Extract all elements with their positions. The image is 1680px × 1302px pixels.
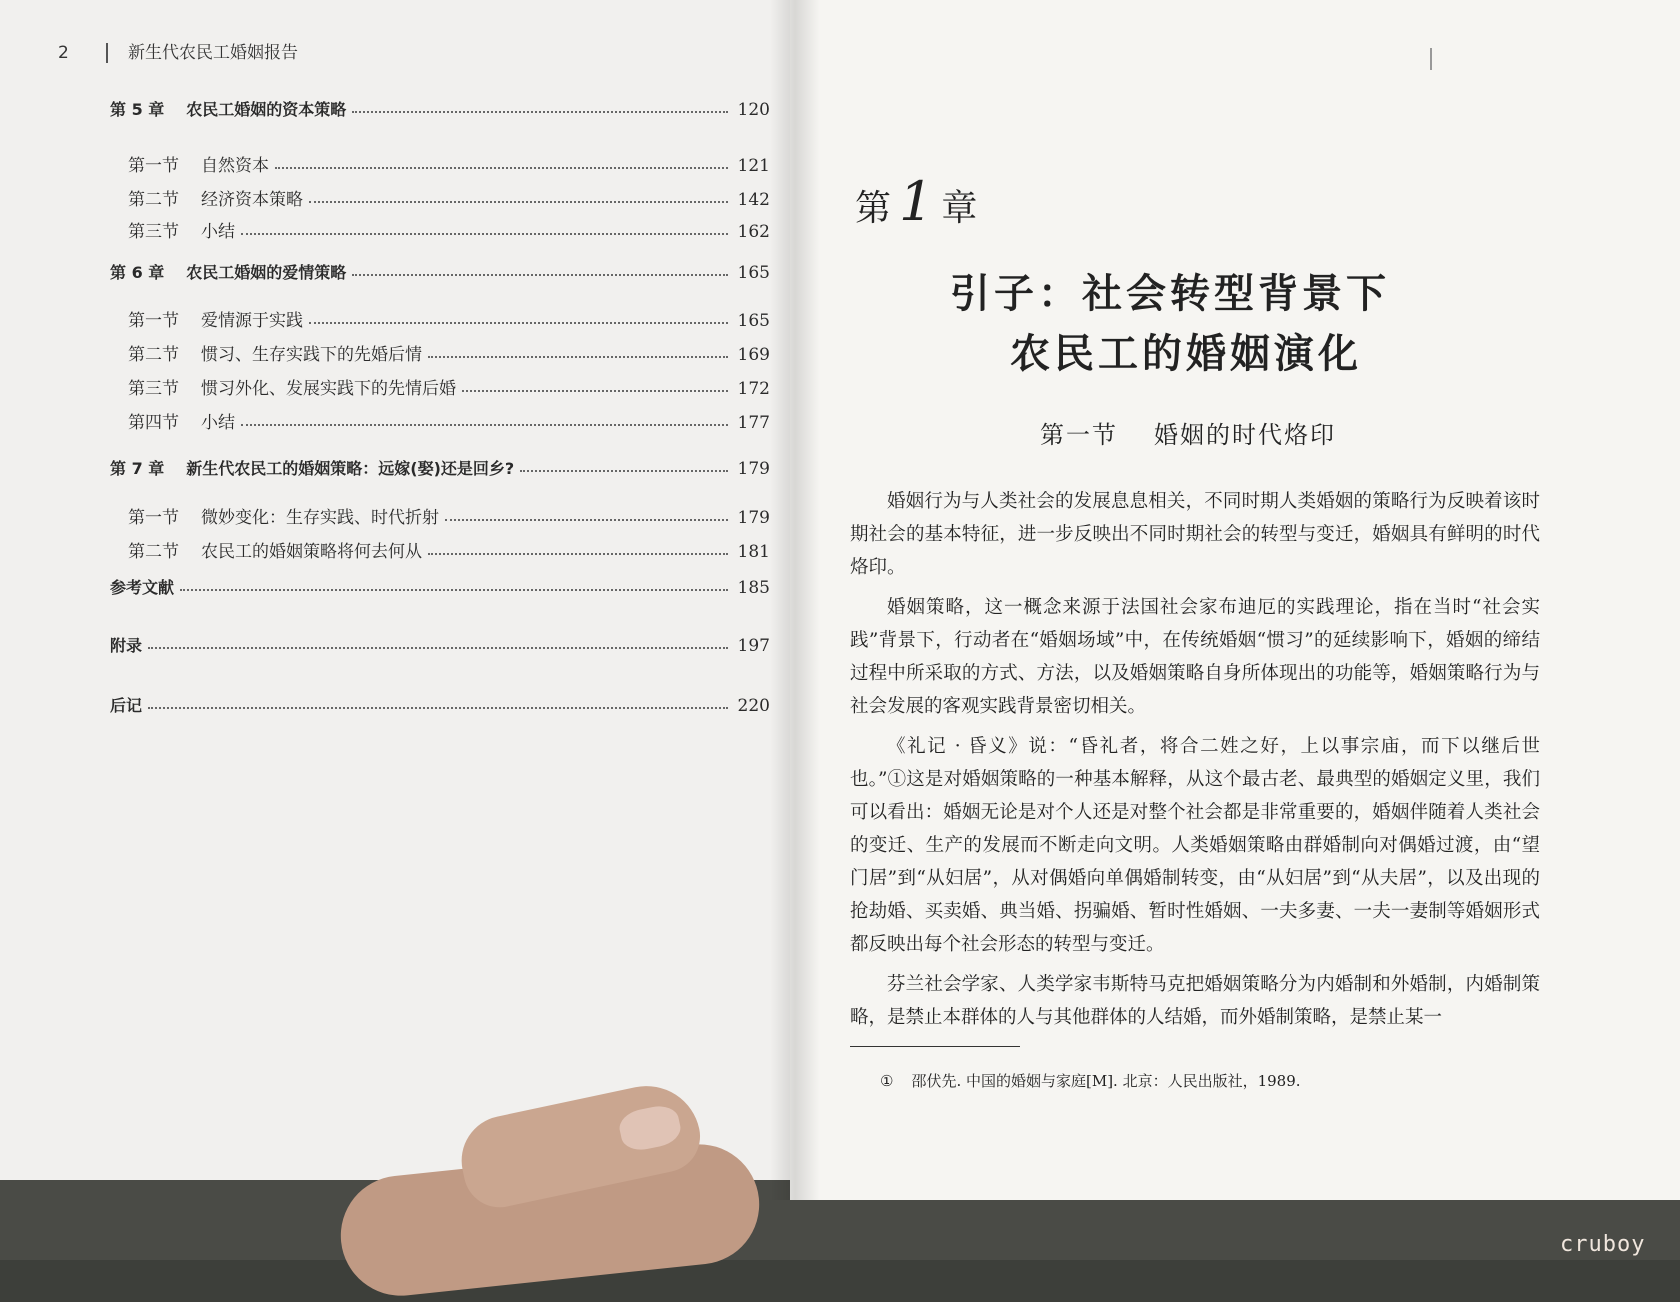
- toc-section-row: [110, 405, 770, 433]
- toc-leader-dots: [241, 424, 728, 426]
- toc-entry-title: 农民工的婚姻策略将何去何从: [201, 542, 422, 562]
- toc-entry-label: [110, 537, 428, 562]
- toc-section-row: [110, 148, 770, 176]
- chapter-title-line1: 引子：社会转型背景下: [950, 270, 1390, 317]
- toc-section-row: [110, 303, 770, 331]
- toc-entry-title: 惯习外化、发展实践下的先情后婚: [201, 379, 456, 399]
- toc-entry-title: 小结: [201, 413, 235, 433]
- paragraph: 芬兰社会学家、人类学家韦斯特马克把婚姻策略分为内婚制和外婚制，内婚制策略，是禁止本群体的人与其他群体的人结婚，而外婚制策略，是禁止某一: [850, 974, 1540, 1028]
- toc-entry-label: [110, 374, 462, 399]
- toc-leader-dots: [520, 470, 727, 472]
- toc-entry-title: 自然资本: [201, 156, 269, 176]
- toc-entry-label: [110, 185, 309, 210]
- header-divider-right: [1430, 48, 1432, 70]
- toc-entry-number: 第三节: [128, 222, 179, 242]
- toc-leader-dots: [148, 647, 728, 649]
- toc-page-number: 169: [737, 345, 770, 365]
- paragraph: 《礼记 · 昏义》说：“昏礼者，将合二姓之好，上以事宗庙，而下以继后世也。”①这是对婚姻策略的一种基本解释，从这个最古老、最典型的婚姻定义里，我们可以看出：婚姻无论是对个人还是对整个社会都是非常重要的，婚姻伴随着人类社会的变迁、生产的发展而不断走向文明。人类婚姻策略由群婚制向对偶婚过渡，由“望门居”到“从妇居”，从对偶婚向单偶婚制转变，由“从妇居”到“从夫居”，以及出现的抢劫婚、买卖婚、典当婚、拐骗婚、暂时性婚姻、一夫多妻、一夫一妻制等婚姻形式都反映出每个社会形态的转型与变迁。: [850, 736, 1540, 955]
- toc-leader-dots: [462, 390, 728, 392]
- toc-page-number: 162: [737, 222, 770, 242]
- toc-page-number: 185: [737, 578, 770, 598]
- toc-entry-number: 第二节: [128, 345, 179, 365]
- toc-chapter-row: [110, 688, 770, 716]
- paragraph: 婚姻策略，这一概念来源于法国社会家布迪厄的实践理论，指在当时“社会实践”背景下，行动者在“婚姻场域”中，在传统婚姻“惯习”的延续影响下，婚姻的缔结过程中所采取的方式、方法，以及婚姻策略自身所体现出的功能等，婚姻策略行为与社会发展的客观实践背景密切相关。: [850, 597, 1540, 717]
- toc-leader-dots: [428, 356, 728, 358]
- toc-entry-label: [110, 693, 148, 716]
- section-title: 婚姻的时代烙印: [1154, 421, 1336, 449]
- toc-section-row: [110, 371, 770, 399]
- chapter-number: 1: [899, 170, 934, 233]
- toc-page-number: 172: [737, 379, 770, 399]
- toc-chapter-row: [110, 451, 770, 479]
- toc-leader-dots: [352, 274, 727, 276]
- book-gutter: [770, 0, 820, 1200]
- toc-entry-number: 第 7 章: [110, 459, 165, 478]
- toc-page-number: 165: [737, 311, 770, 331]
- running-header: [58, 38, 298, 63]
- footnote: [880, 1070, 1301, 1091]
- toc-entry-number: 第二节: [128, 542, 179, 562]
- toc-entry-number: 第四节: [128, 413, 179, 433]
- toc-page-number: 165: [737, 263, 770, 283]
- toc-entry-label: [110, 503, 445, 528]
- toc-entry-label: [110, 340, 428, 365]
- toc-entry-label: [110, 97, 352, 120]
- toc-page-number: 197: [737, 636, 770, 656]
- toc-entry-title: 附录: [110, 636, 143, 655]
- toc-entry-number: 第 5 章: [110, 100, 165, 119]
- toc-chapter-row: [110, 570, 770, 598]
- footnote-marker: ①: [880, 1072, 894, 1090]
- toc-entry-number: 第一节: [128, 508, 179, 528]
- toc-chapter-row: [110, 628, 770, 656]
- paragraph: 婚姻行为与人类社会的发展息息相关，不同时期人类婚姻的策略行为反映着该时期社会的基本特征，进一步反映出不同时期社会的转型与变迁，婚姻具有鲜明的时代烙印。: [850, 491, 1540, 578]
- toc-page-number: 220: [737, 696, 770, 716]
- toc-entry-title: 新生代农民工的婚姻策略：远嫁(娶)还是回乡?: [186, 459, 515, 478]
- toc-leader-dots: [309, 201, 728, 203]
- toc-leader-dots: [148, 707, 728, 709]
- toc-leader-dots: [241, 233, 728, 235]
- toc-leader-dots: [445, 519, 728, 521]
- toc-leader-dots: [428, 553, 728, 555]
- toc-entry-label: [110, 151, 275, 176]
- toc-entry-title: 经济资本策略: [201, 190, 303, 210]
- section-heading: [1040, 415, 1336, 450]
- toc-entry-title: 爱情源于实践: [201, 311, 303, 331]
- toc-chapter-row: [110, 255, 770, 283]
- toc-section-row: [110, 182, 770, 210]
- toc-page-number: 120: [737, 100, 770, 120]
- footnote-rule: [850, 1046, 1020, 1047]
- section-number: 第一节: [1040, 421, 1118, 449]
- footnote-text: 邵伏先. 中国的婚姻与家庭[M]. 北京：人民出版社，1989.: [911, 1072, 1301, 1090]
- chapter-suffix: 章: [941, 188, 978, 229]
- toc-section-row: [110, 534, 770, 562]
- toc-entry-number: 第二节: [128, 190, 179, 210]
- toc-page-number: 181: [737, 542, 770, 562]
- toc-entry-label: [110, 456, 520, 479]
- chapter-heading: [855, 170, 977, 233]
- toc-entry-number: 第 6 章: [110, 263, 165, 282]
- toc-entry-label: [110, 575, 180, 598]
- left-page: [0, 0, 800, 1180]
- toc-entry-label: [110, 408, 241, 433]
- toc-entry-label: [110, 260, 352, 283]
- toc-entry-label: [110, 633, 148, 656]
- toc-entry-number: 第三节: [128, 379, 179, 399]
- toc-leader-dots: [352, 111, 727, 113]
- toc-page-number: 121: [737, 156, 770, 176]
- toc-entry-number: 第一节: [128, 311, 179, 331]
- chapter-title-line2: 农民工的婚姻演化: [1010, 330, 1362, 377]
- header-divider: [106, 43, 108, 63]
- toc-section-row: [110, 500, 770, 528]
- toc-page-number: 179: [737, 459, 770, 479]
- toc-entry-title: 农民工婚姻的资本策略: [186, 100, 347, 119]
- toc-chapter-row: [110, 92, 770, 120]
- toc-section-row: [110, 214, 770, 242]
- toc-entry-label: [110, 217, 241, 242]
- watermark: cruboy: [1560, 1232, 1646, 1257]
- toc-entry-title: 农民工婚姻的爱情策略: [186, 263, 347, 282]
- toc-leader-dots: [309, 322, 728, 324]
- toc-entry-title: 后记: [110, 696, 143, 715]
- toc-section-row: [110, 337, 770, 365]
- toc-entry-number: 第一节: [128, 156, 179, 176]
- toc-page-number: 177: [737, 413, 770, 433]
- toc-entry-title: 惯习、生存实践下的先婚后情: [201, 345, 422, 365]
- toc-leader-dots: [180, 589, 728, 591]
- book-title: 新生代农民工婚姻报告: [128, 43, 298, 63]
- toc-entry-title: 小结: [201, 222, 235, 242]
- toc-entry-title: 参考文献: [110, 578, 175, 597]
- body-text: [850, 485, 1540, 1041]
- chapter-prefix: 第: [855, 188, 892, 229]
- toc-entry-title: 微妙变化：生存实践、时代折射: [201, 508, 439, 528]
- toc-entry-label: [110, 306, 309, 331]
- toc-page-number: 179: [737, 508, 770, 528]
- toc-page-number: 142: [737, 190, 770, 210]
- toc-leader-dots: [275, 167, 728, 169]
- page-number: 2: [58, 43, 69, 63]
